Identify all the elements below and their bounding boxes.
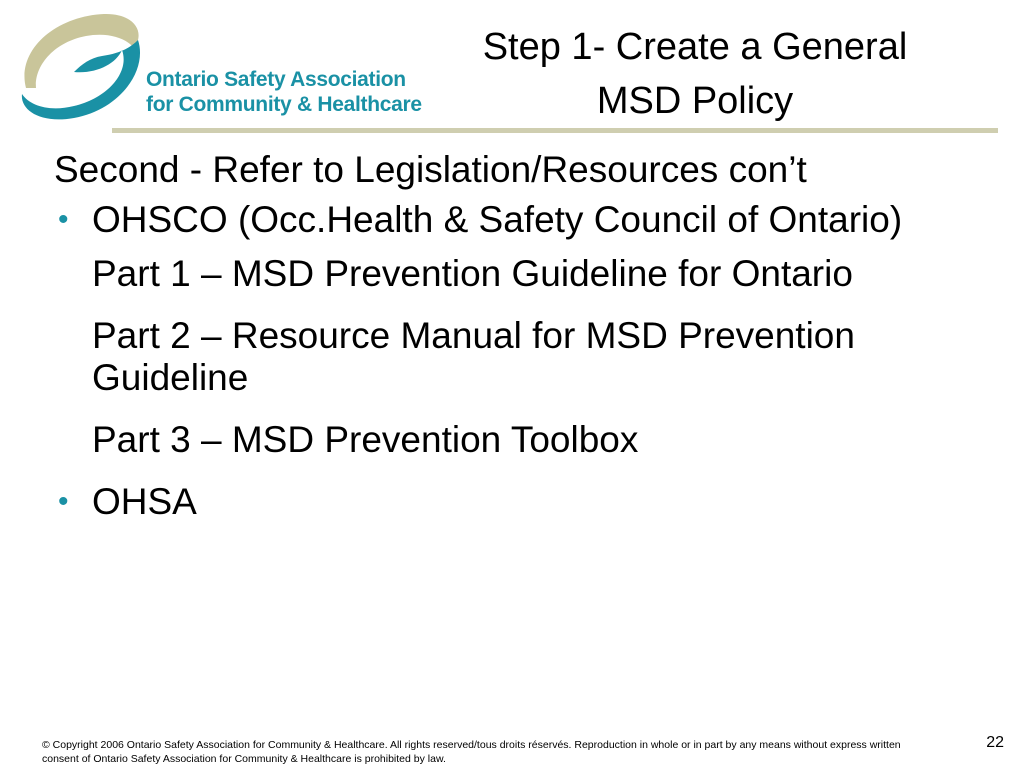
bullet-text: OHSA xyxy=(92,481,197,522)
logo-line-1: Ontario Safety Association xyxy=(146,68,406,91)
logo-wordmark xyxy=(146,67,422,117)
sub-item-part-1: Part 1 – MSD Prevention Guideline for Ontario xyxy=(92,253,853,294)
bullet-text: OHSCO (Occ.Health & Safety Council of Ontario) xyxy=(92,199,903,240)
slide-title-line-2: MSD Policy xyxy=(596,80,794,122)
bullet-item-ohsco xyxy=(54,199,1004,241)
organization-logo xyxy=(16,10,422,128)
slide-body xyxy=(54,145,1004,535)
page-number: 22 xyxy=(986,734,1004,751)
bullet-item-ohsa xyxy=(54,481,1004,523)
osach-swirl-icon xyxy=(16,10,146,128)
title-divider xyxy=(112,128,998,133)
body-subhead: Second - Refer to Legislation/Resources con’t xyxy=(54,149,807,190)
slide-title-line-1: Step 1- Create a General xyxy=(482,26,908,68)
bullet-marker: • xyxy=(58,203,69,236)
slide-title xyxy=(430,20,960,128)
copyright-notice: © Copyright 2006 Ontario Safety Association for Community & Healthcare. All rights reserved/tous droits réservés. Reproduction in whole or in part by any means without express written consent of Ontario Safety Association for Community & Healthcare is prohibited by law. xyxy=(42,739,901,765)
bullet-marker: • xyxy=(58,485,69,518)
sub-item-part-3: Part 3 – MSD Prevention Toolbox xyxy=(92,419,639,460)
sub-item-part-2: Part 2 – Resource Manual for MSD Prevention Guideline xyxy=(92,315,855,398)
logo-line-2: for Community & Healthcare xyxy=(146,93,422,116)
